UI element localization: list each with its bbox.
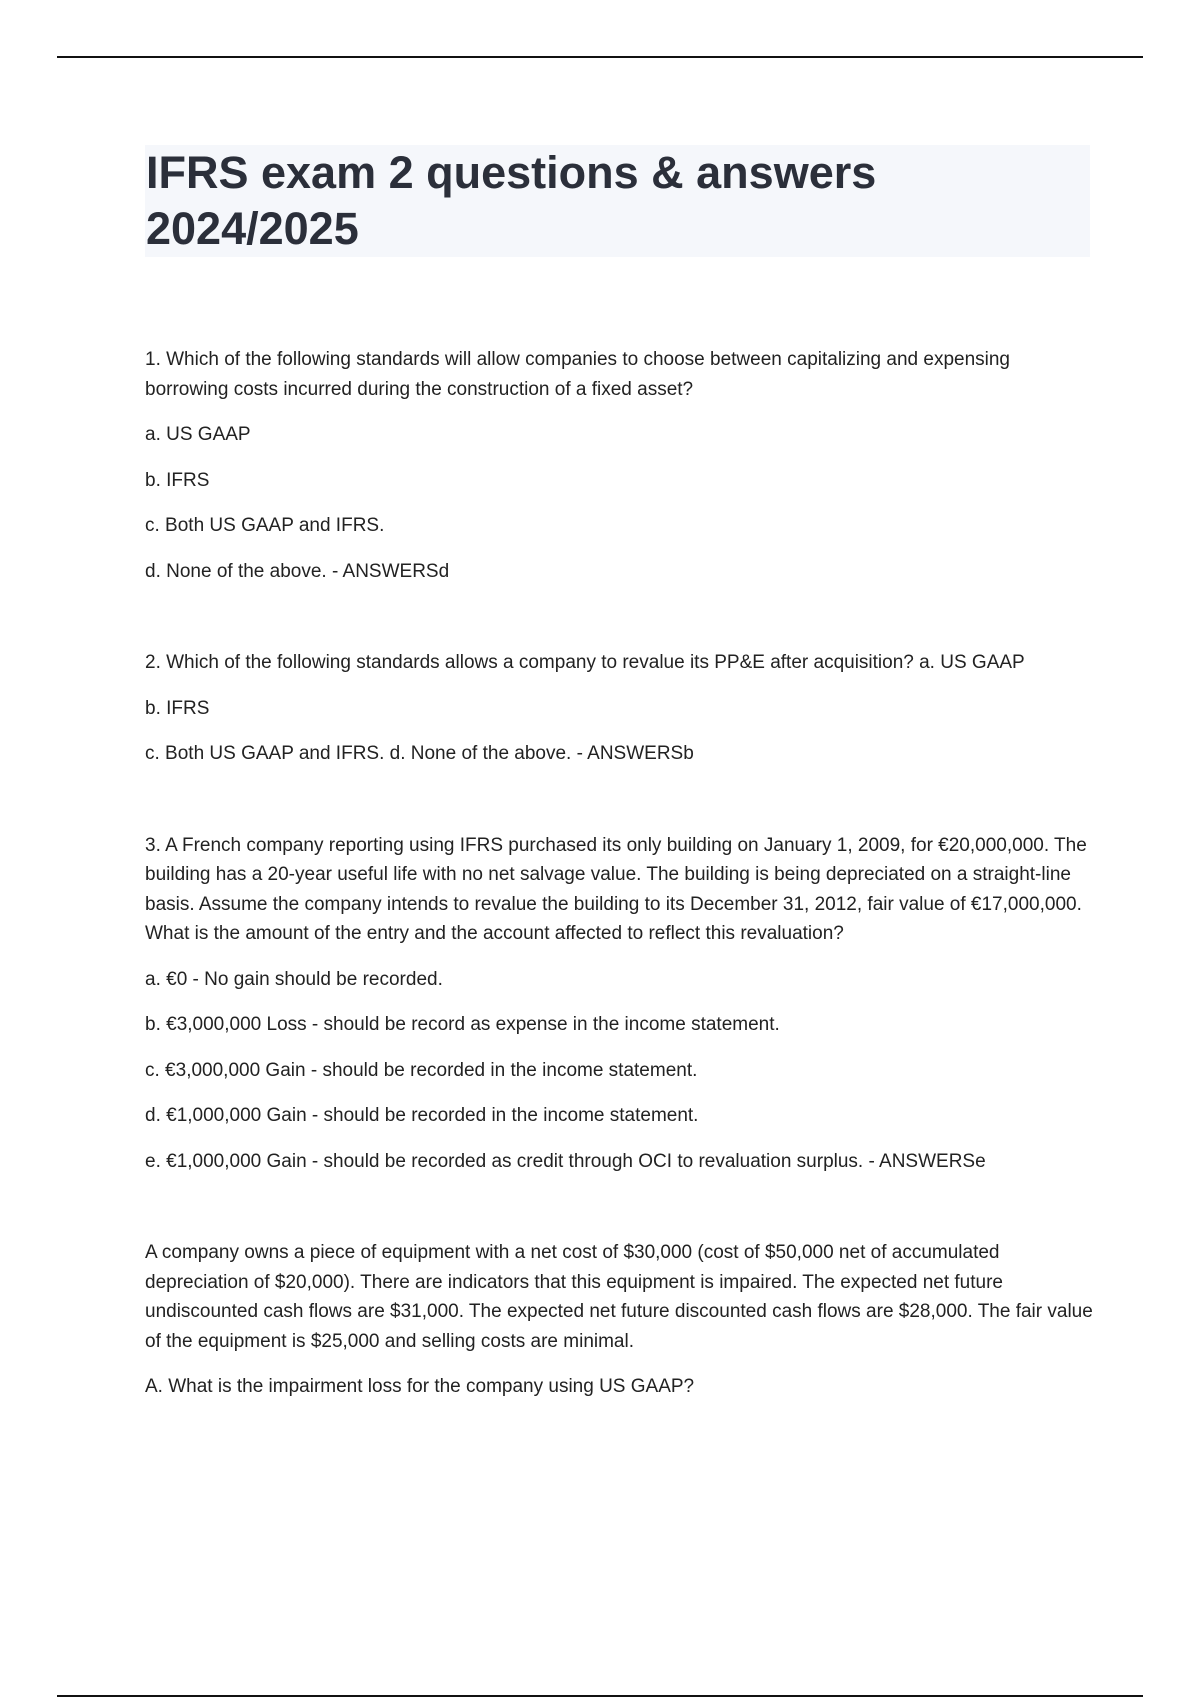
document-body	[145, 345, 1093, 1464]
question-2-option-b: b. IFRS	[145, 697, 210, 719]
top-rule	[57, 56, 1143, 58]
question-1-option-a: a. US GAAP	[145, 424, 251, 445]
question-1-option-d: d. None of the above. - ANSWERSd	[145, 560, 450, 582]
question-2-option-c: c. Both US GAAP and IFRS. d. None of the above. - ANSWERSb	[145, 743, 694, 764]
question-3-text: 3. A French company reporting using IFRS purchased its only building on January 1, 2009, for €20,000,000. The building has a 20-year useful life with no net salvage value. The building is being depreciated on a straight-line basis. Assume the company intends to revalue the building to its December 31, 2012, fair value of €17,000,000. What is the amount of the entry and the account affected to reflect this revaluation?	[145, 834, 1087, 944]
question-1-option-c: c. Both US GAAP and IFRS.	[145, 515, 385, 536]
question-4-text: A company owns a piece of equipment with a net cost of $30,000 (cost of $50,000 net of accumulated depreciation of $20,000). There are indicators that this equipment is impaired. The expected net future undiscounted cash flows are $31,000. The expected net future discounted cash flows are $28,000. The fair value of the equipment is $25,000 and selling costs are minimal.	[145, 1242, 1093, 1352]
question-2-text: 2. Which of the following standards allows a company to revalue its PP&E after acquisition? a. US GAAP	[145, 652, 1025, 673]
question-4-part-a: A. What is the impairment loss for the company using US GAAP?	[145, 1376, 695, 1397]
question-3-option-d: d. €1,000,000 Gain - should be recorded in the income statement.	[145, 1105, 699, 1126]
question-3-option-a: a. €0 - No gain should be recorded.	[145, 968, 443, 990]
question-3-option-b: b. €3,000,000 Loss - should be record as expense in the income statement.	[145, 1014, 780, 1035]
question-3-option-e: e. €1,000,000 Gain - should be recorded as credit through OCI to revaluation surplus. - ANSWERSe	[145, 1150, 986, 1172]
question-3	[145, 831, 1093, 1177]
document-title: IFRS exam 2 questions & answers 2024/2025	[146, 147, 877, 254]
question-2	[145, 648, 1093, 769]
question-1-option-b: b. IFRS	[145, 469, 210, 491]
question-1-text: 1. Which of the following standards will allow companies to choose between capitalizing and expensing borrowing costs incurred during the construction of a fixed asset?	[145, 349, 1011, 400]
bottom-rule	[57, 1695, 1143, 1697]
question-1	[145, 345, 1093, 586]
question-3-option-c: c. €3,000,000 Gain - should be recorded in the income statement.	[145, 1059, 698, 1081]
question-4	[145, 1238, 1093, 1402]
